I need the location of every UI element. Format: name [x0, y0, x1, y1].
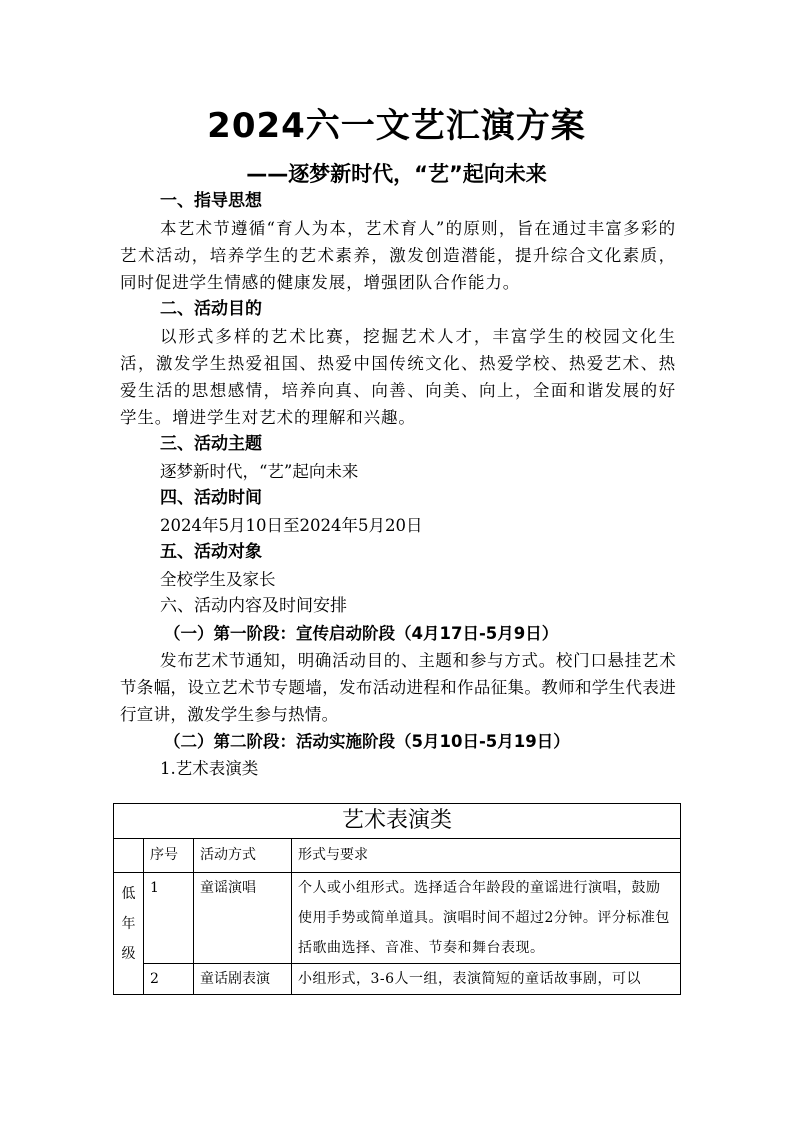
row-method: 童谣演唱 — [194, 873, 292, 964]
grade-char: 级 — [121, 946, 136, 962]
grade-char: 低 — [121, 886, 136, 902]
grade-cell-lower — [114, 873, 144, 995]
document-body — [120, 188, 676, 782]
section-heading-schedule: 六、活动内容及时间安排 — [160, 596, 347, 616]
stage2-heading: （二）第二阶段：活动实施阶段（5月10日-5月19日） — [164, 732, 570, 751]
performance-table — [113, 803, 680, 995]
section-heading-audience: 五、活动对象 — [160, 542, 262, 562]
section-text-theme: 逐梦新时代，“艺”起向未来 — [160, 462, 359, 481]
row-requirements: 小组形式，3-6人一组，表演简短的童话故事剧，可以 — [292, 964, 681, 995]
table-caption: 艺术表演类 — [114, 804, 681, 839]
section-heading-guiding-ideology: 一、指导思想 — [160, 191, 262, 211]
table-row — [114, 964, 681, 995]
grade-char: 年 — [121, 916, 136, 932]
header-cell-grade — [114, 839, 144, 873]
row-number: 1 — [144, 873, 194, 964]
item-performance-label: 1.艺术表演类 — [160, 759, 259, 778]
section-text-purpose: 以形式多样的艺术比赛，挖掘艺术人才，丰富学生的校园文化生活，激发学生热爱祖国、热爱中国传统文化、热爱学校、热爱艺术、热爱生活的思想感情，培养向真、向善、向美、向上，全面和谐发展的好学生。增进学生对艺术的理解和兴趣。 — [120, 327, 676, 427]
section-heading-time: 四、活动时间 — [160, 488, 262, 508]
stage1-heading: （一）第一阶段：宣传启动阶段（4月17日-5月9日） — [164, 624, 559, 643]
section-text-time: 2024年5月10日至2024年5月20日 — [160, 516, 423, 535]
row-number: 2 — [144, 964, 194, 995]
table-header-row — [114, 839, 681, 873]
row-method: 童话剧表演 — [194, 964, 292, 995]
header-cell-method: 活动方式 — [194, 839, 292, 873]
document-subtitle: ——逐梦新时代，“艺”起向未来 — [246, 162, 547, 186]
stage1-text: 发布艺术节通知，明确活动目的、主题和参与方式。校门口悬挂艺术节条幅，设立艺术节专题墙，发布活动进程和作品征集。教师和学生代表进行宣讲，激发学生参与热情。 — [120, 651, 676, 724]
section-heading-theme: 三、活动主题 — [160, 434, 262, 454]
document-title: 2024六一文艺汇演方案 — [207, 106, 586, 146]
header-cell-requirements: 形式与要求 — [292, 839, 681, 873]
table-row — [114, 873, 681, 964]
header-cell-number: 序号 — [144, 839, 194, 873]
section-text-audience: 全校学生及家长 — [160, 570, 276, 589]
row-requirements: 个人或小组形式。选择适合年龄段的童谣进行演唱，鼓励使用手势或简单道具。演唱时间不超过2分钟。评分标准包括歌曲选择、音准、节奏和舞台表现。 — [292, 873, 681, 964]
section-heading-purpose: 二、活动目的 — [160, 299, 262, 319]
section-text-guiding-ideology: 本艺术节遵循“育人为本，艺术育人”的原则，旨在通过丰富多彩的艺术活动，培养学生的艺术素养，激发创造潜能，提升综合文化素质，同时促进学生情感的健康发展，增强团队合作能力。 — [120, 219, 676, 292]
